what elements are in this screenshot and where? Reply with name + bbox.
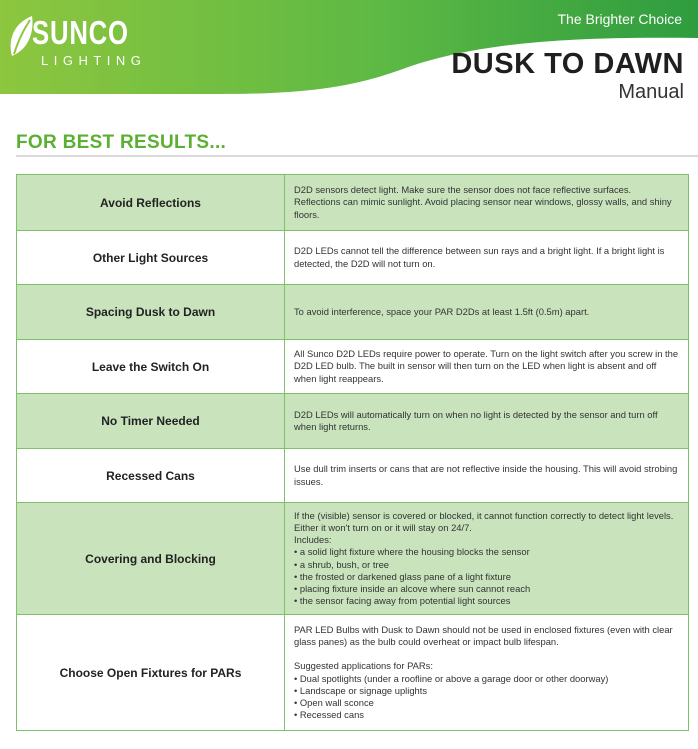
table-row [17,175,689,231]
description-line: • a solid light fixture where the housing blocks the sensor [294,546,530,558]
description-line [294,648,680,660]
description-line: • the frosted or darkened glass pane of a light fixture [294,570,511,582]
table-row [17,449,689,503]
description-line: D2D LEDs cannot tell the difference between sun rays and a bright light. If a bright light is detected, the D2D will not turn on. [294,245,667,269]
row-label: Leave the Switch On [17,340,285,394]
row-label: Recessed Cans [17,449,285,503]
table-row [17,615,689,731]
table-row [17,340,689,394]
description-line: All Sunco D2D LEDs require power to operate. Turn on the light switch after you screw in the D2D LED bulb. The built in sensor will then turn on the LED when light is absent and off when light reappears. [294,348,681,384]
description-line: Includes: [294,534,332,546]
row-description [285,503,689,615]
row-label: Avoid Reflections [17,175,285,231]
description-line: • Landscape or signage uplights [294,684,428,696]
row-label: Spacing Dusk to Dawn [17,285,285,340]
row-label: Choose Open Fixtures for PARs [17,615,285,731]
logo-wordmark: SUNCO [32,14,129,51]
description-line: If the (visible) sensor is covered or blocked, it cannot function correctly to detect light levels. Either it won't turn on or it will stay on 24/7. [294,510,676,534]
row-description [285,231,689,285]
document-title: DUSK TO DAWN [451,48,684,80]
row-label: Other Light Sources [17,231,285,285]
table-row [17,394,689,449]
table-row [17,285,689,340]
description-line: PAR LED Bulbs with Dusk to Dawn should not be used in enclosed fixtures (even with clear glass panes) as the bulb could overheat or impact bulb lifespan. [294,624,676,648]
row-description [285,394,689,449]
description-line: D2D sensors detect light. Make sure the sensor does not face reflective surfaces. [294,184,632,196]
row-description [285,340,689,394]
row-label: No Timer Needed [17,394,285,449]
row-label: Covering and Blocking [17,503,285,615]
description-line: • placing fixture inside an alcove where sun cannot reach [294,582,531,594]
table-row [17,231,689,285]
description-line: • Dual spotlights (under a roofline or above a garage door or other doorway) [294,672,609,684]
section-divider [16,155,698,157]
row-description [285,449,689,503]
sunco-logo [8,12,147,74]
description-line: Reflections can mimic sunlight. Avoid placing sensor near windows, glossy walls, and shiny floors. [294,196,675,220]
page-header [0,0,698,103]
best-results-table [16,174,689,731]
tagline: The Brighter Choice [557,11,682,27]
document-subtitle: Manual [618,81,684,103]
description-line: Use dull trim inserts or cans that are not reflective inside the housing. This will avoid strobing issues. [294,463,680,487]
row-description [285,175,689,231]
description-line: D2D LEDs will automatically turn on when no light is detected by the sensor and turn off when light returns. [294,408,661,432]
row-description [285,285,689,340]
description-line: • Recessed cans [294,708,364,720]
description-line: • the sensor facing away from potential light sources [294,594,511,606]
row-description [285,615,689,731]
table-row [17,503,689,615]
logo-subtext: LIGHTING [41,53,147,68]
description-line: Suggested applications for PARs: [294,660,433,672]
description-line: To avoid interference, space your PAR D2Ds at least 1.5ft (0.5m) apart. [294,305,590,317]
section-heading: FOR BEST RESULTS... [16,132,227,153]
description-line: • Open wall sconce [294,696,374,708]
description-line: • a shrub, bush, or tree [294,558,389,570]
